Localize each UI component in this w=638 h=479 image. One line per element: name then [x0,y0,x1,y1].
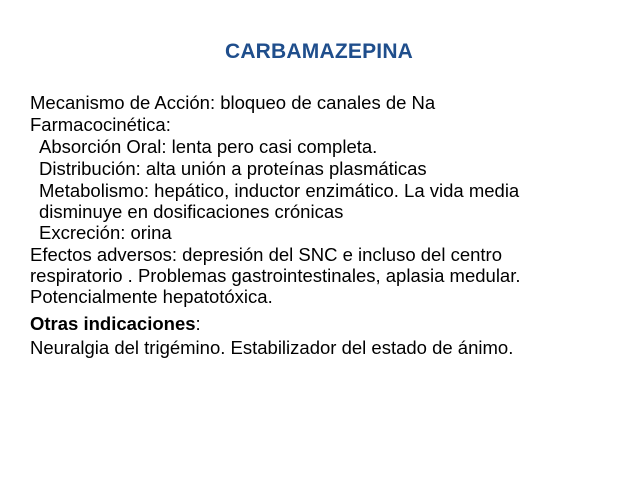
efectos-block [30,244,620,307]
absorcion-text: Absorción Oral: lenta pero casi completa. [39,136,378,157]
otras-indicaciones-heading [30,312,620,336]
excrecion-text: Excreción: orina [39,222,172,243]
metabolismo-line-2: disminuye en dosificaciones crónicas [39,201,344,222]
metabolismo-line-1: Metabolismo: hepático, inductor enzimático. La vida media [39,180,520,201]
efectos-line-2: respiratorio . Problemas gastrointestinales, aplasia medular. [30,265,521,286]
efectos-line-1: Efectos adversos: depresión del SNC e incluso del centro [30,244,503,265]
otras-indicaciones-text: Neuralgia del trigémino. Estabilizador del estado de ánimo. [30,337,514,358]
slide-body [30,92,620,360]
mecanismo-text: Mecanismo de Acción: bloqueo de canales de Na [30,92,436,113]
otras-indicaciones-block [30,312,620,360]
metabolismo-block [30,180,620,222]
otras-indicaciones-colon: : [195,313,201,334]
efectos-line-3: Potencialmente hepatotóxica. [30,286,273,307]
farmacocinetica-heading: Farmacocinética: [30,114,171,135]
slide-title: CARBAMAZEPINA [224,40,414,63]
distribucion-text: Distribución: alta unión a proteínas plasmáticas [39,158,427,179]
otras-indicaciones-label: Otras indicaciones [30,313,196,334]
